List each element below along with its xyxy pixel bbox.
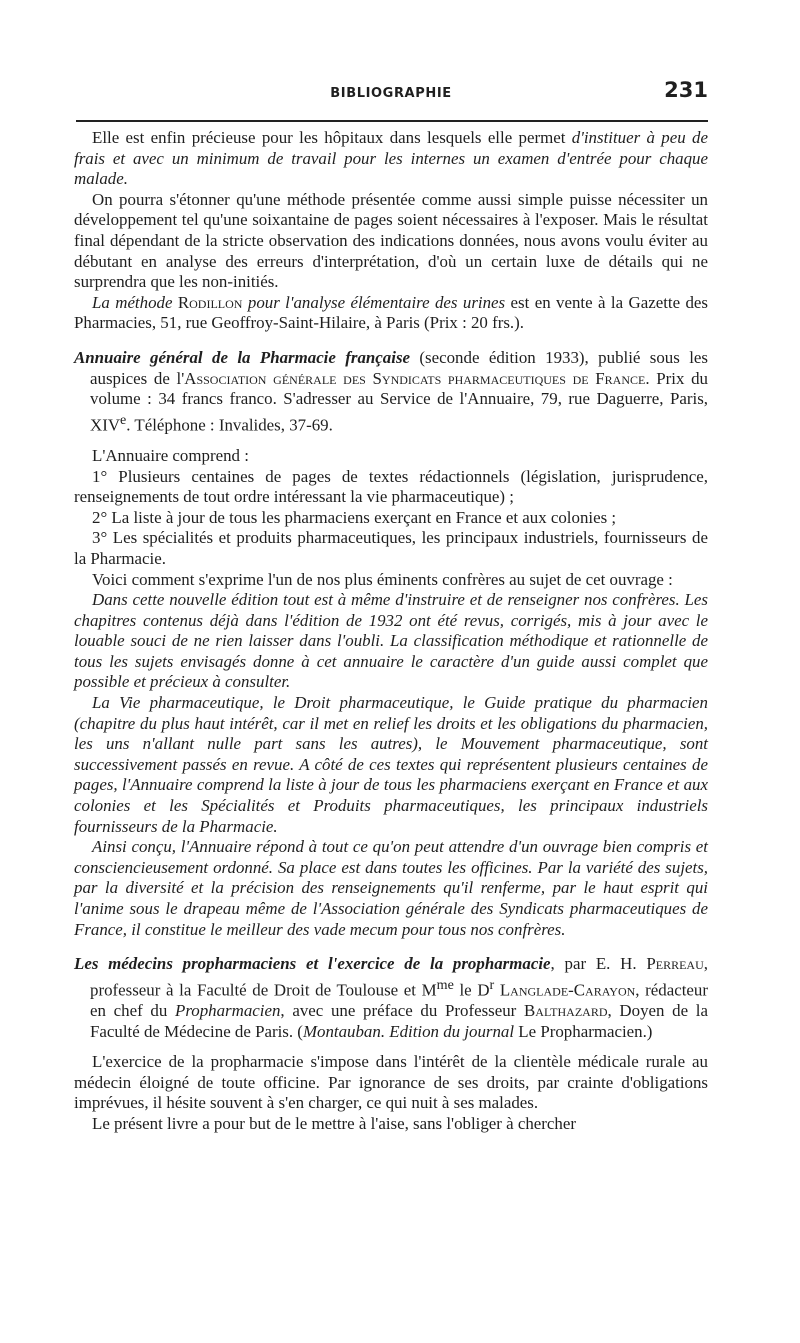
text-run: (seconde édition 1933), publié sous les auspices de l' [90, 347, 708, 388]
text-run-italic: pour l'analyse élémentaire des urines [242, 292, 506, 312]
paragraph-purpose: Le présent livre a pour but de le mettre à l'aise, sans l'obliger à chercher [92, 1113, 576, 1133]
text-run-italic: Montauban. Edition du journal [302, 1021, 515, 1041]
text-run: , par E. H. [550, 954, 647, 974]
superscript: e [120, 411, 127, 428]
annuaire-item-3: 3° Les spécialités et produits pharmaceutiques, les principaux industriels, fournisseurs de la Pharmacie. [74, 528, 708, 568]
text-run: . Téléphone : Invalides, 37-69. [126, 415, 333, 435]
running-title: BIBLIOGRAPHIE [330, 86, 452, 101]
bibliography-entry-annuaire [74, 348, 708, 436]
text-run-italic: La méthode [92, 292, 178, 312]
text-run: , rédacteur en chef du [90, 980, 708, 1020]
author-name: Perreau [646, 954, 704, 974]
author-name: Rodillon [177, 292, 243, 312]
annuaire-item-1: 1° Plusieurs centaines de pages de textes rédactionnels (législation, jurisprudence, renseignements de tout ordre intéressant la vie pharmaceutique) ; [74, 466, 708, 507]
bibliography-entry-propharmacie [74, 954, 708, 1042]
entry-title: Les médecins propharmaciens et l'exercice de la propharmacie [74, 954, 551, 974]
annuaire-intro: L'Annuaire comprend : [92, 445, 249, 465]
superscript: me [436, 976, 454, 993]
superscript: r [489, 976, 495, 993]
entry-title: Annuaire général de la Pharmacie française [74, 347, 411, 367]
paragraph-propharmacie: L'exercice de la propharmacie s'impose dans l'intérêt de la clientèle médicale rurale au médecin éloigné de toute officine. Par ignorance de ses droits, par crainte d'obligations imprévues, il hésite souvent à s'en charger, ce qui nuit à ses malades. [74, 1052, 708, 1113]
quote-paragraph-1: Dans cette nouvelle édition tout est à même d'instruire et de renseigner nos confrères. Les chapitres contenus déjà dans l'édition de 1932 ont été revus, corrigés, mis à jour avec le louable souci de ne rien laisser dans l'oubli. La classification méthodique et rationnelle de tous les sujets envisagés donne à cet annuaire le caractère d'un guide aussi complet que possible et précieux à consulter. [74, 590, 708, 692]
text-run: le D [453, 980, 490, 1000]
text-run: Le Propharmacien.) [514, 1021, 653, 1041]
quote-paragraph-3: Ainsi conçu, l'Annuaire répond à tout ce qu'on peut attendre d'un ouvrage bien compris et consciencieusement ordonné. Sa place est dans toutes les officines. Par la variété des sujets, par la diversité et la précision des renseignements qu'il renferme, par le haut esprit qui l'anime sous le drapeau même de l'Association générale des Syndicats pharmaceutiques de France, il constitue le meilleur des vade mecum pour tous nos confrères. [74, 837, 708, 939]
text-run: est en vente à la Gazette des Pharmacies, 51, rue Geoffroy-Saint-Hilaire, à Paris (Prix : 20 frs.). [74, 292, 709, 333]
annuaire-item-2: 2° La liste à jour de tous les pharmaciens exerçant en France et aux colonies ; [92, 507, 617, 527]
text-run: , professeur à la Faculté de Droit de Toulouse et M [90, 954, 708, 1000]
organization-name: Association générale des Syndicats pharmaceutiques de France [184, 368, 646, 388]
text-run: , avec une préface du Professeur [280, 1001, 525, 1020]
paragraph-sales-info [74, 293, 708, 334]
author-name: Langlade-Carayon [499, 980, 636, 1000]
text-run: , Doyen de la Faculté de Médecine de Paris. ( [90, 1001, 708, 1041]
author-name: Balthazard [524, 1001, 608, 1020]
quote-paragraph-2: La Vie pharmaceutique, le Droit pharmaceutique, le Guide pratique du pharmacien (chapitre du plus haut intérêt, car il met en relief les droits et les obligations du pharmacien, les uns n'allant nulle part sans les autres), le Mouvement pharmaceutique, sont successivement passés en revue. A côté de ces textes qui représentent plusieurs centaines de pages, l'Annuaire comprend la liste à jour de tous les pharmaciens exerçant en France et aux colonies et les Spécialités et Produits pharmaceutiques, les principaux industriels fournisseurs de la Pharmacie. [74, 693, 708, 836]
header-rule [76, 120, 708, 122]
text-body [74, 128, 708, 1135]
paragraph-method-length: On pourra s'étonner qu'une méthode présentée comme aussi simple puisse nécessiter un développement tel qu'une soixantaine de pages soient nécessaires à l'exposer. Mais le résultat final dépendant de la stricte observation des indications données, nous avons voulu éviter au débutant en analyse des erreurs d'interprétation, d'où un certain luxe de détails qui ne surprendra que les non-initiés. [74, 189, 708, 292]
journal-name: Propharmacien [175, 1001, 281, 1020]
page-number: 231 [664, 78, 708, 102]
running-header [74, 78, 708, 108]
paragraph-hospitals [74, 128, 708, 190]
text-run: . Prix du volume : 34 francs franco. S'adresser au Service de l'Annuaire, 79, rue Daguerre, Paris, XIV [90, 368, 708, 435]
text-run: Elle est enfin précieuse pour les hôpitaux dans lesquels elle permet [92, 128, 572, 147]
quote-intro: Voici comment s'exprime l'un de nos plus éminents confrères au sujet de cet ouvrage : [92, 569, 673, 589]
text-run-italic: d'instituer à peu de frais et avec un minimum de travail pour les internes un examen d'entrée pour chaque malade. [74, 128, 708, 189]
